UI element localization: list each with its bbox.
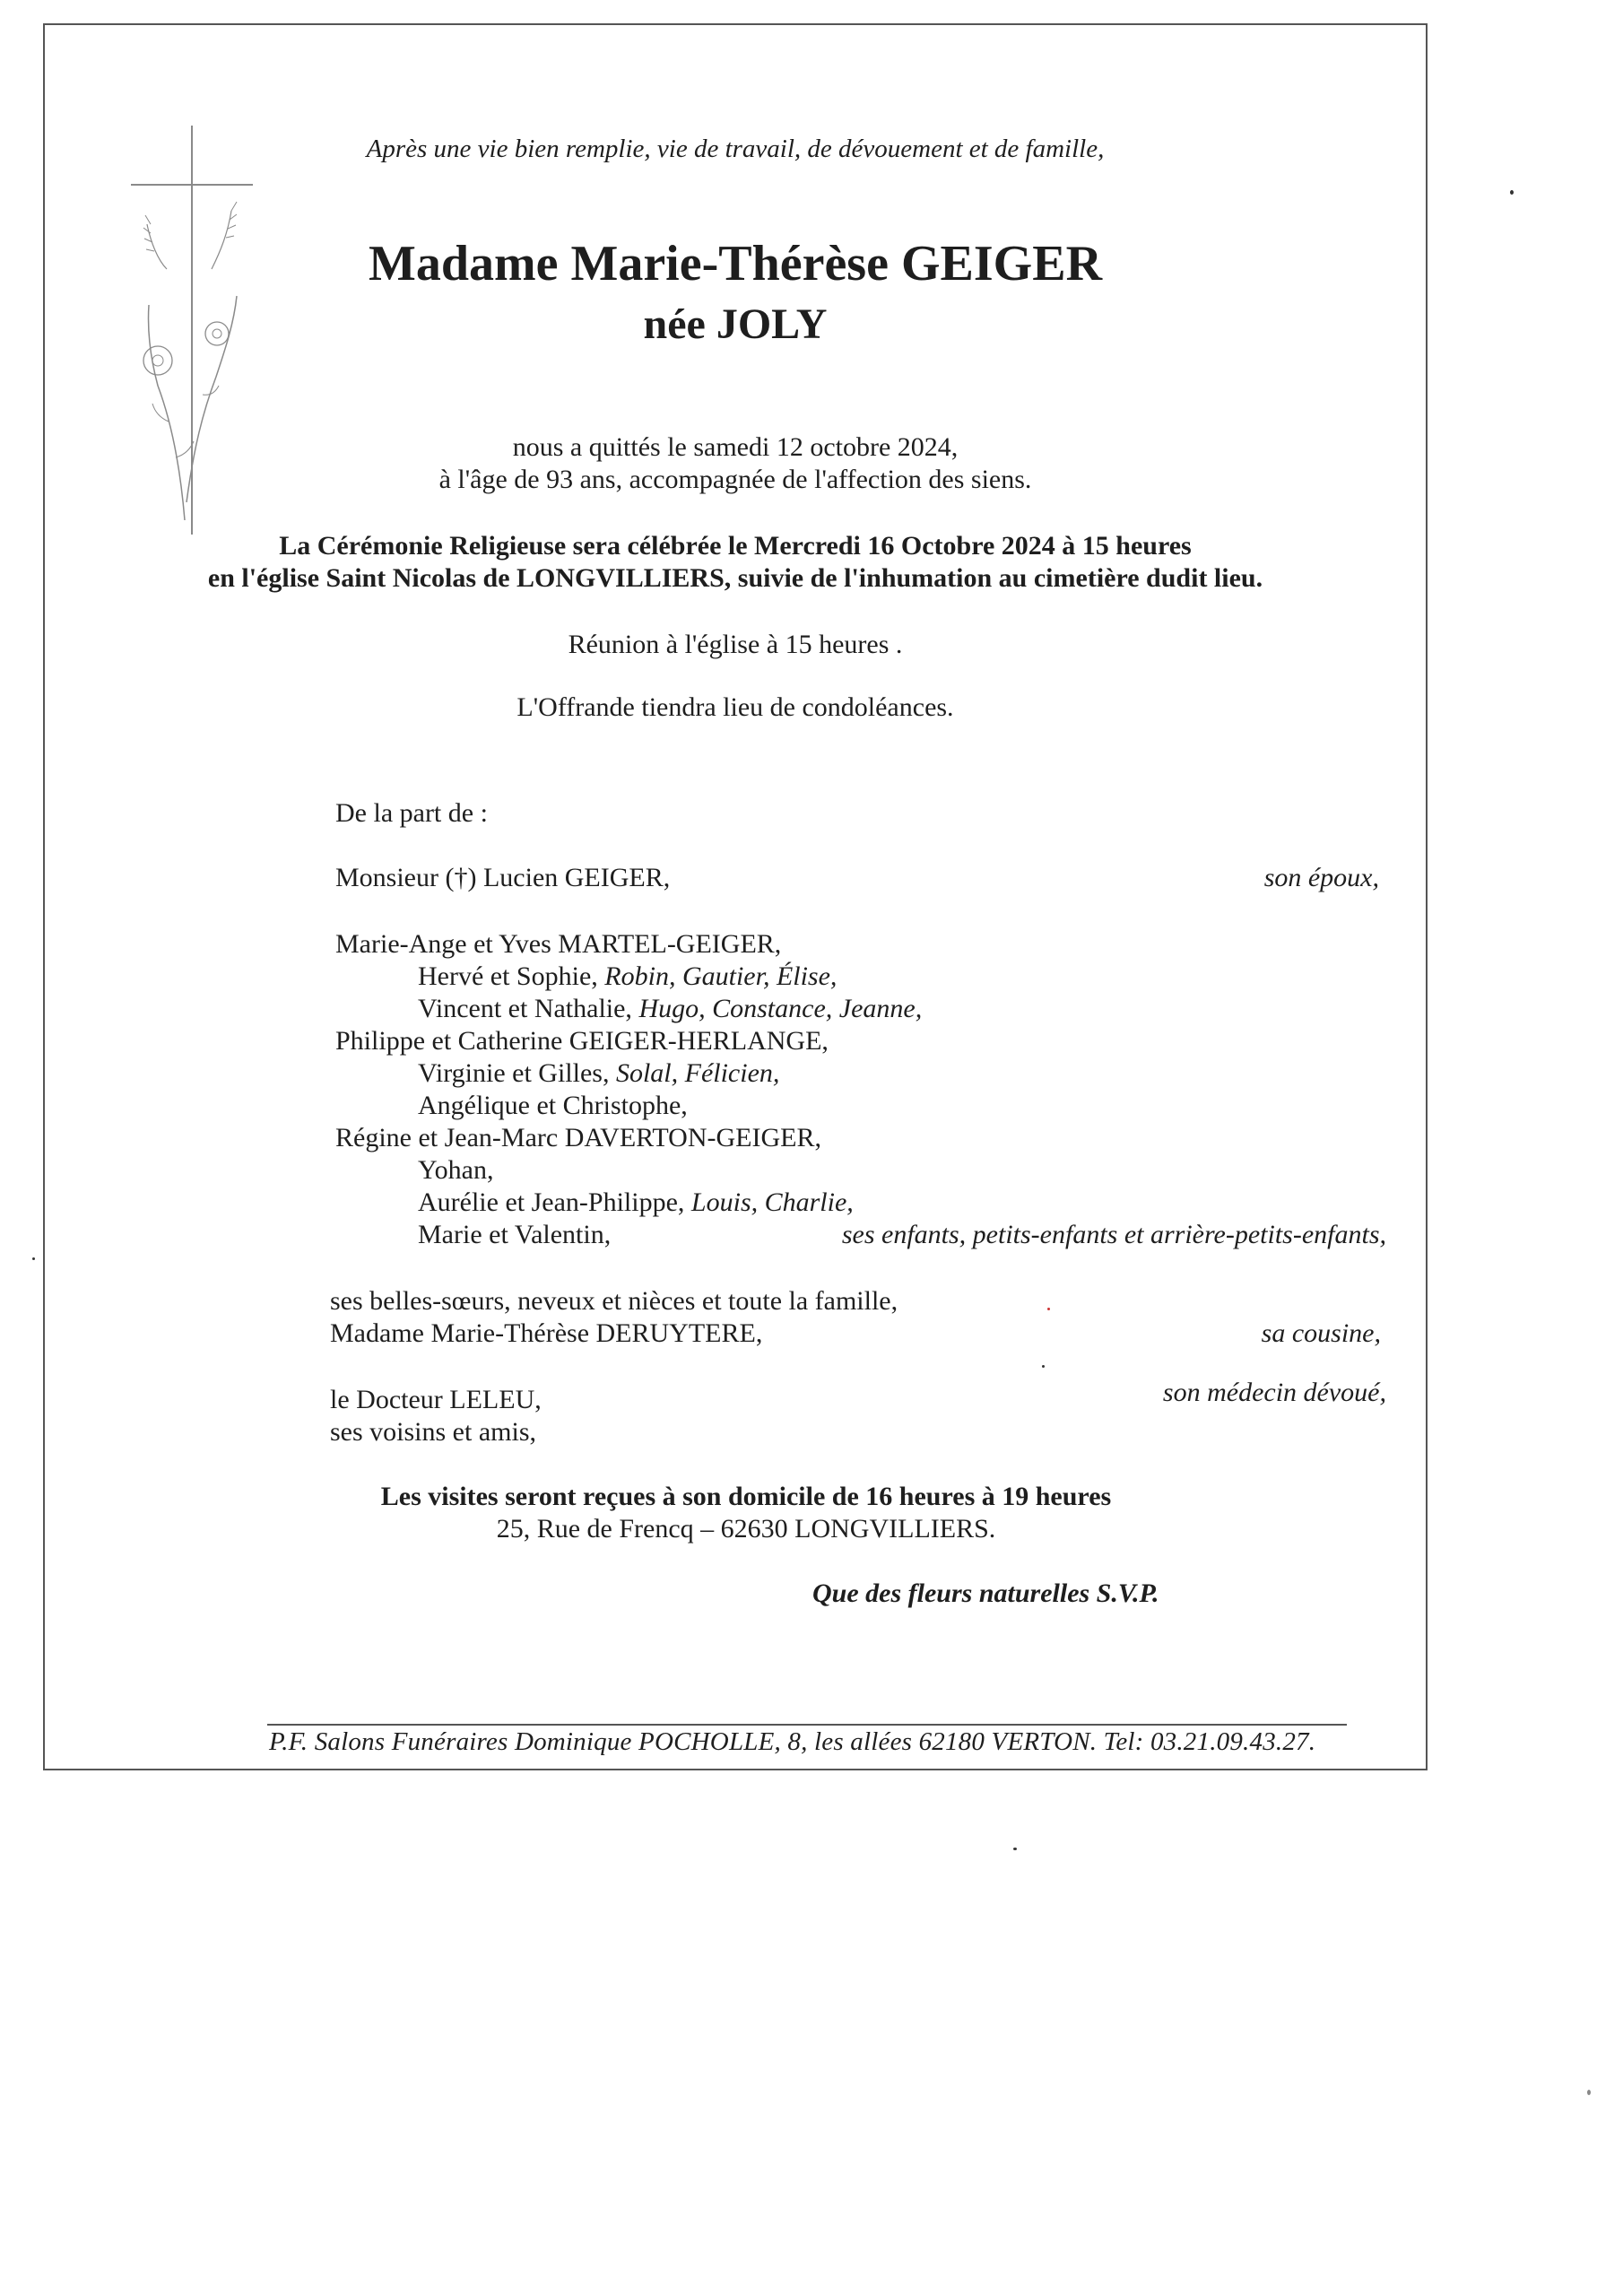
scan-speck: [1587, 2090, 1591, 2095]
family-line: [335, 1026, 829, 1057]
reunion-line: Réunion à l'église à 15 heures .: [568, 630, 903, 659]
visits-line-1: Les visites seront reçues à son domicile de 16 heures à 19 heures: [380, 1482, 1112, 1511]
family-line-plain: Régine et Jean-Marc DAVERTON-GEIGER,: [335, 1123, 821, 1152]
cousine-role: sa cousine,: [1261, 1318, 1381, 1348]
docteur-role: son médecin dévoué,: [1162, 1378, 1386, 1407]
voisins-line: ses voisins et amis,: [330, 1417, 536, 1447]
family-line-italic: Hugo, Constance, Jeanne,: [638, 994, 923, 1023]
intro-text: Après une vie bien remplie, vie de travail, de dévouement et de famille,: [366, 135, 1105, 163]
family-line: [418, 1220, 611, 1250]
family-line: [335, 929, 781, 960]
family-line-plain: Aurélie et Jean-Philippe,: [418, 1187, 691, 1217]
scan-speck: [1042, 1365, 1045, 1368]
ceremony-line-1: La Cérémonie Religieuse sera célébrée le Mercredi 16 Octobre 2024 à 15 heures: [279, 531, 1192, 561]
death-date-line: nous a quittés le samedi 12 octobre 2024,: [512, 432, 959, 462]
family-line-plain: Hervé et Sophie,: [418, 961, 605, 991]
age-line: à l'âge de 93 ans, accompagnée de l'affection des siens.: [438, 465, 1032, 494]
children-role: ses enfants, petits-enfants et arrière-petits-enfants,: [841, 1220, 1386, 1249]
scan-speck: [1013, 1848, 1017, 1850]
family-line-plain: Philippe et Catherine GEIGER-HERLANGE,: [335, 1026, 829, 1056]
from-intro: De la part de :: [335, 798, 488, 828]
scan-speck: [32, 1257, 35, 1260]
funeral-home-footer: P.F. Salons Funéraires Dominique POCHOLLE, 8, les allées 62180 VERTON. Tel: 03.21.09.43.27.: [269, 1727, 1316, 1756]
family-line-plain: Angélique et Christophe,: [418, 1091, 688, 1120]
docteur-name: le Docteur LELEU,: [330, 1385, 542, 1414]
visits-line-2: 25, Rue de Frencq – 62630 LONGVILLIERS.: [496, 1514, 996, 1544]
cousine-name: Madame Marie-Thérèse DERUYTERE,: [330, 1318, 763, 1348]
family-line: [418, 1155, 493, 1186]
family-line-plain: Virginie et Gilles,: [418, 1058, 616, 1088]
scan-speck: [1047, 1308, 1050, 1310]
spouse-name: Monsieur (†) Lucien GEIGER,: [335, 863, 671, 892]
family-line: [418, 1091, 688, 1121]
family-line: [418, 961, 837, 992]
maiden-name: née JOLY: [643, 300, 828, 348]
belles-soeurs-line: ses belles-sœurs, neveux et nièces et toute la famille,: [330, 1286, 898, 1316]
offrande-line: L'Offrande tiendra lieu de condoléances.: [516, 692, 954, 722]
family-line: [335, 1123, 821, 1153]
family-line-italic: Robin, Gautier, Élise,: [604, 961, 838, 991]
ceremony-line-2: en l'église Saint Nicolas de LONGVILLIERS, suivie de l'inhumation au cimetière dudit lieu.: [207, 563, 1263, 593]
family-line-plain: Yohan,: [418, 1155, 494, 1185]
family-line-plain: Marie-Ange et Yves MARTEL-GEIGER,: [335, 929, 782, 959]
family-line: [418, 1058, 779, 1089]
family-line-plain: Marie et Valentin,: [418, 1220, 612, 1249]
family-line: [418, 994, 922, 1024]
family-line-italic: Solal, Félicien,: [615, 1058, 780, 1088]
family-line: [418, 1187, 854, 1218]
footer-divider: [267, 1724, 1347, 1726]
flowers-note: Que des fleurs naturelles S.V.P.: [812, 1578, 1159, 1608]
deceased-name: Madame Marie-Thérèse GEIGER: [368, 236, 1103, 291]
scan-speck: [1510, 190, 1514, 195]
family-line-plain: Vincent et Nathalie,: [418, 994, 639, 1023]
family-line-italic: Louis, Charlie,: [690, 1187, 854, 1217]
spouse-role: son époux,: [1263, 863, 1379, 892]
